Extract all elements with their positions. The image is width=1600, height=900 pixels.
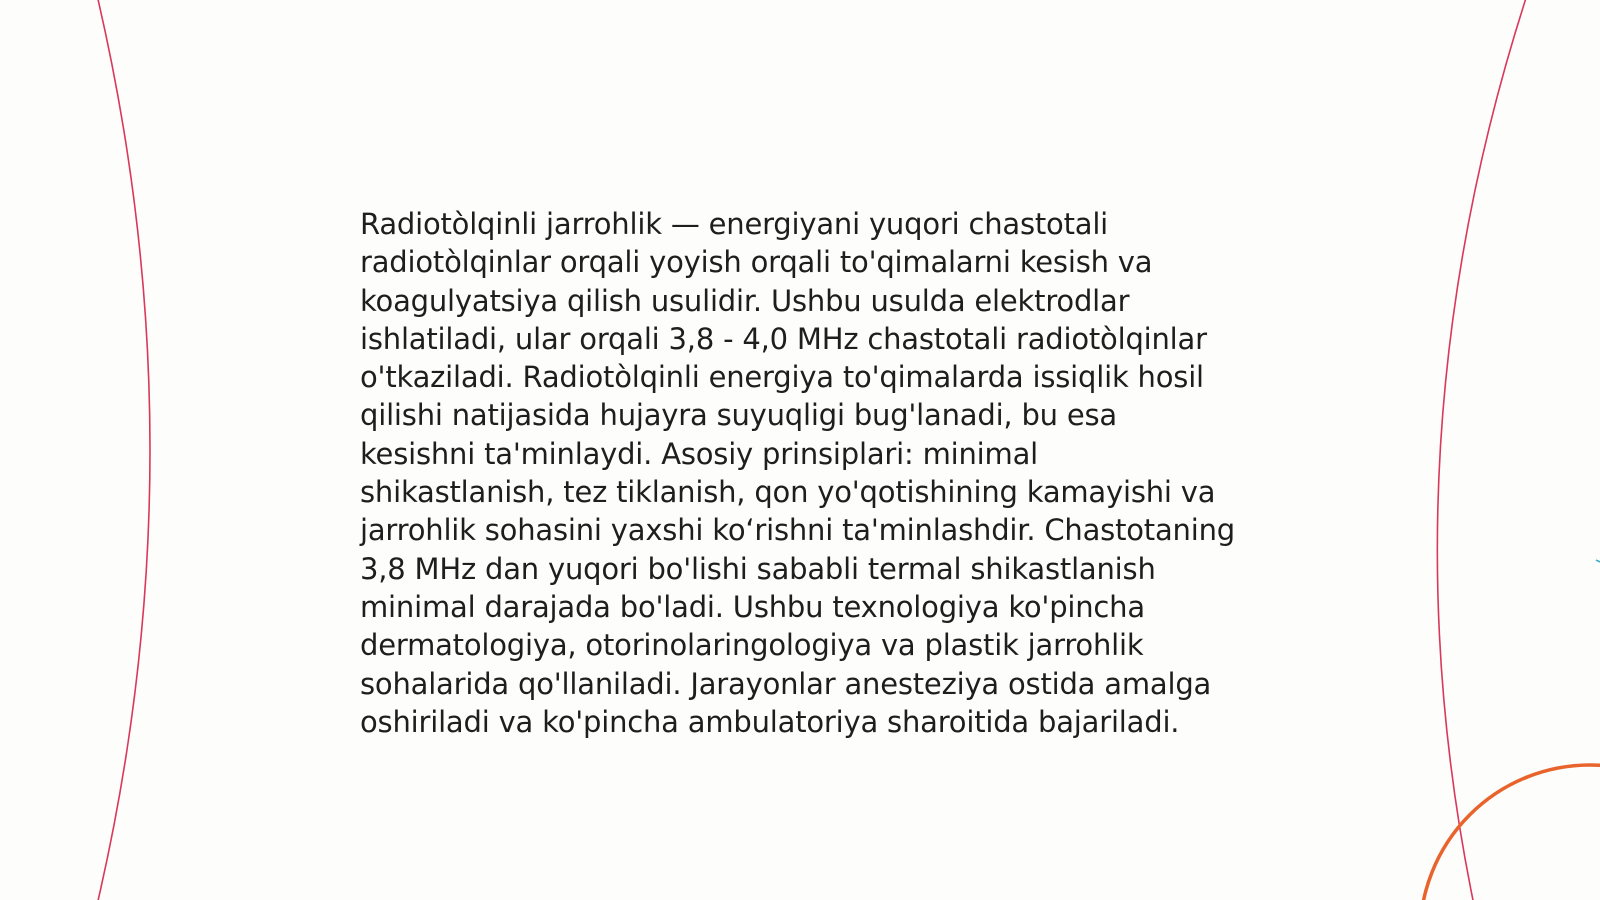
body-text: Radiotòlqinli jarrohlik — energiyani yuqori chastotali radiotòlqinlar orqali yoyish orqali to'qimalarni kesish va koagulyatsiya qilish usulidir. Ushbu usulda elektrodlar ishlatiladi, ular orqali 3,8 - 4,0 MHz chastotali radiotòlqinlar o'tkaziladi. Radiotòlqinli energiya to'qimalarda issiqlik hosil qilishi natijasida hujayra suyuqligi bug'lanadi, bu esa kesishni ta'minlaydi. Asosiy prinsiplari: minimal shikastlanish, tez tiklanish, qon yo'qotishining kamayishi va jarrohlik sohasini yaxshi ko‘rishni ta'minlashdir. Chastotaning 3,8 MHz dan yuqori bo'lishi sababli termal shikastlanish minimal darajada bo'ladi. Ushbu texnologiya ko'pincha dermatologiya, otorinolaringologiya va plastik jarrohlik sohalarida qo'llaniladi. Jarayonlar anesteziya ostida amalga oshiriladi va ko'pincha ambulatoriya sharoitida bajariladi.: [360, 207, 1235, 739]
orange-decorative-arc: [1420, 765, 1600, 900]
right-decorative-curve: [1437, 0, 1527, 900]
left-decorative-curve: [97, 0, 150, 900]
teal-accent-mark: [1596, 560, 1600, 562]
